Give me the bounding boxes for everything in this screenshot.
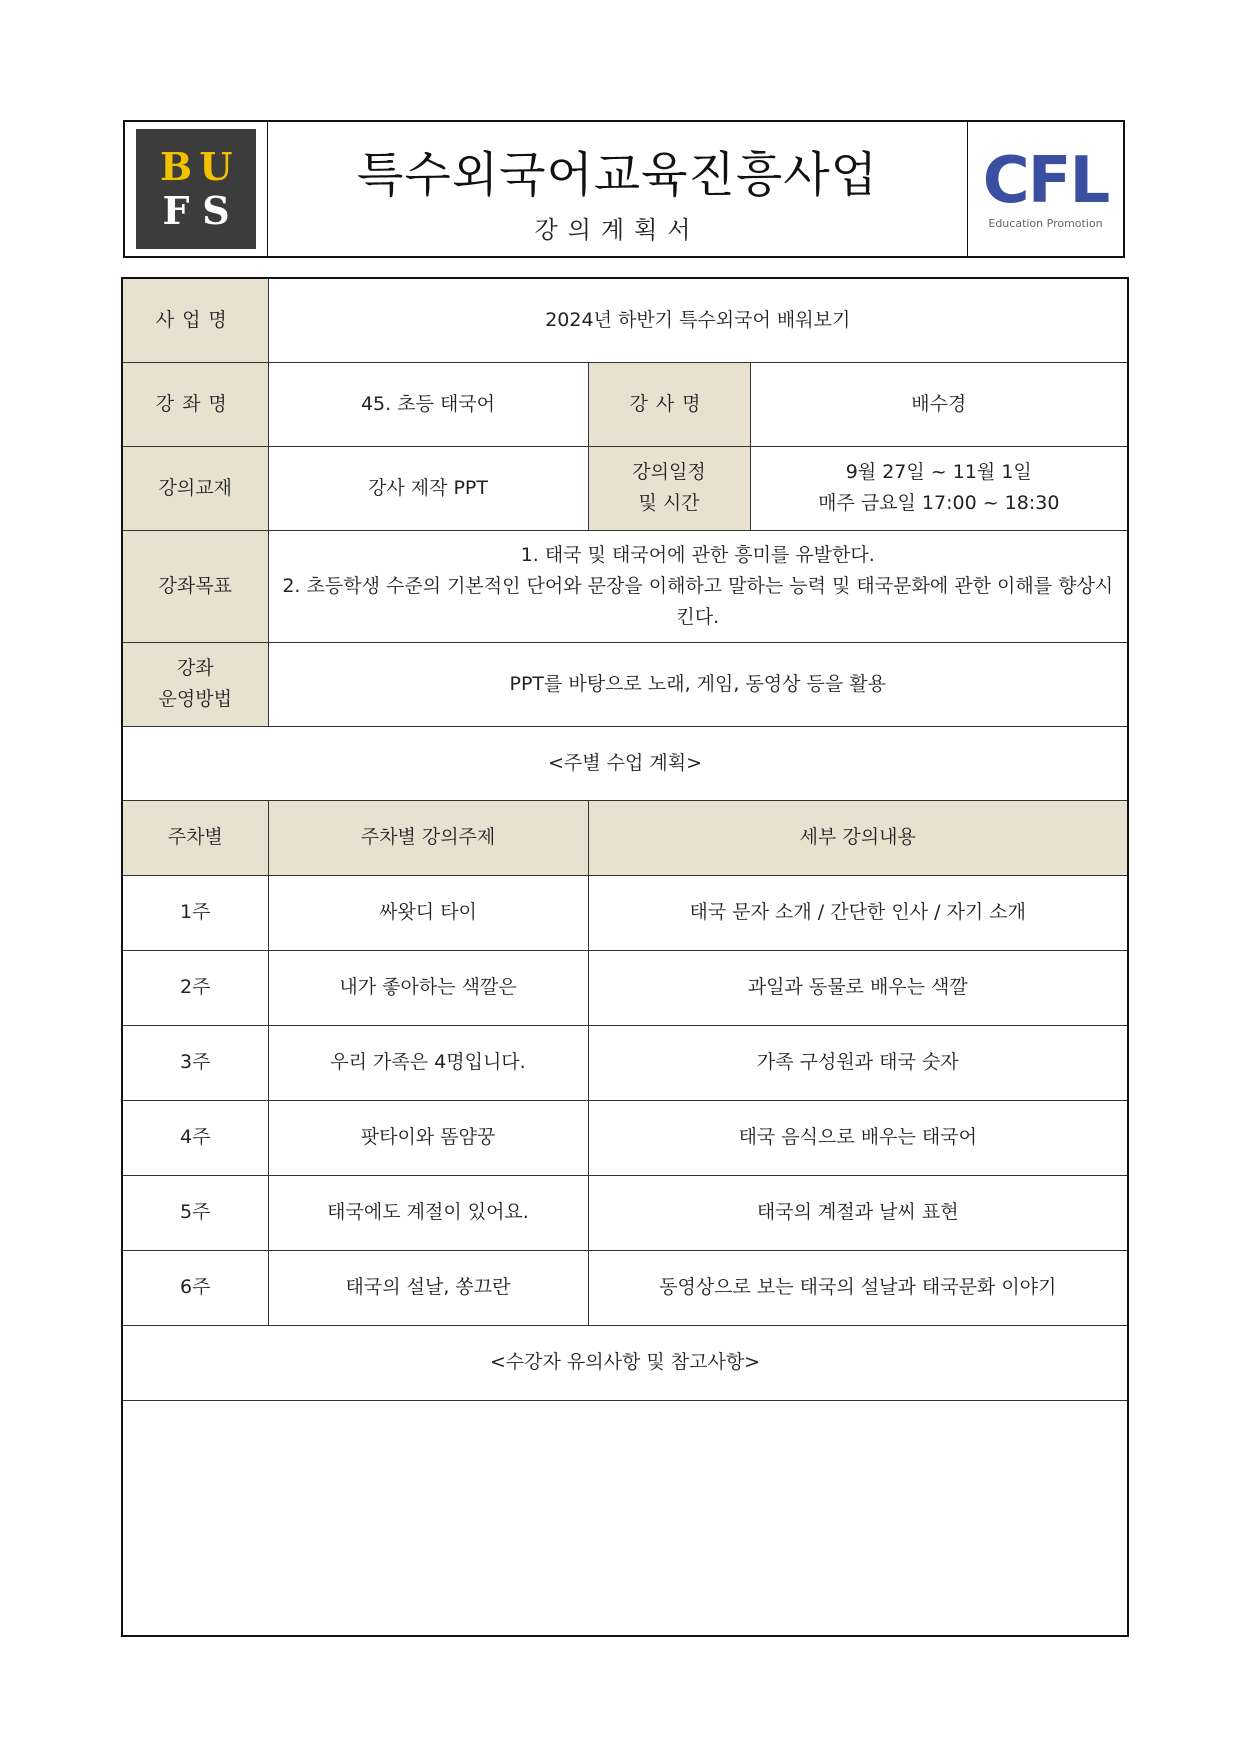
document-subtitle: 강의계획서 bbox=[534, 216, 701, 244]
logo-letter: F bbox=[162, 188, 190, 233]
logo-letter: S bbox=[202, 188, 230, 233]
course-label: 강좌명 bbox=[122, 362, 268, 446]
week-cell: 2주 bbox=[122, 950, 268, 1025]
column-header: 세부 강의내용 bbox=[588, 800, 1128, 875]
week-cell: 6주 bbox=[122, 1250, 268, 1325]
project-label: 사업명 bbox=[122, 278, 268, 362]
goal-item: 1. 태국 및 태국어에 관한 흥미를 유발한다. bbox=[520, 543, 875, 566]
logo-letter: U bbox=[199, 144, 233, 189]
detail-cell: 태국의 계절과 날씨 표현 bbox=[588, 1175, 1128, 1250]
bufs-logo-cell bbox=[125, 122, 268, 256]
cfl-logo-cell bbox=[968, 122, 1123, 256]
table-row bbox=[122, 875, 1128, 950]
detail-cell: 태국 문자 소개 / 간단한 인사 / 자기 소개 bbox=[588, 875, 1128, 950]
instructor-value: 배수경 bbox=[750, 362, 1128, 446]
table-row bbox=[122, 530, 1128, 642]
document-title: 특수외국어교육진흥사업 bbox=[356, 147, 879, 203]
method-value: PPT를 바탕으로 노래, 게임, 동영상 등을 활용 bbox=[268, 642, 1128, 726]
goals-value bbox=[268, 530, 1128, 642]
table-row bbox=[122, 1025, 1128, 1100]
table-row bbox=[122, 446, 1128, 530]
material-value: 강사 제작 PPT bbox=[268, 446, 588, 530]
cfl-logo-tagline: Education Promotion bbox=[988, 216, 1103, 230]
week-cell: 1주 bbox=[122, 875, 268, 950]
notes-content bbox=[122, 1400, 1128, 1636]
week-cell: 4주 bbox=[122, 1100, 268, 1175]
method-label bbox=[122, 642, 268, 726]
topic-cell: 우리 가족은 4명입니다. bbox=[268, 1025, 588, 1100]
column-header: 주차별 bbox=[122, 800, 268, 875]
topic-cell: 태국에도 계절이 있어요. bbox=[268, 1175, 588, 1250]
table-header-row bbox=[122, 800, 1128, 875]
topic-cell: 팟타이와 똠얌꿍 bbox=[268, 1100, 588, 1175]
project-value: 2024년 하반기 특수외국어 배워보기 bbox=[268, 278, 1128, 362]
topic-cell: 태국의 설날, 쏭끄란 bbox=[268, 1250, 588, 1325]
week-cell: 3주 bbox=[122, 1025, 268, 1100]
schedule-dates: 9월 27일 ~ 11월 1일 bbox=[845, 461, 1032, 483]
schedule-label-line: 강의일정 bbox=[632, 461, 706, 483]
weekly-plan-heading: <주별 수업 계획> bbox=[122, 726, 1128, 800]
table-row bbox=[122, 1175, 1128, 1250]
detail-cell: 태국 음식으로 배우는 태국어 bbox=[588, 1100, 1128, 1175]
table-row bbox=[122, 642, 1128, 726]
material-label: 강의교재 bbox=[122, 446, 268, 530]
course-value: 45. 초등 태국어 bbox=[268, 362, 588, 446]
column-header: 주차별 강의주제 bbox=[268, 800, 588, 875]
schedule-label bbox=[588, 446, 750, 530]
notes-heading: <수강자 유의사항 및 참고사항> bbox=[122, 1325, 1128, 1400]
detail-cell: 동영상으로 보는 태국의 설날과 태국문화 이야기 bbox=[588, 1250, 1128, 1325]
table-row bbox=[122, 1325, 1128, 1400]
lecture-plan-table bbox=[121, 277, 1129, 1637]
goals-label: 강좌목표 bbox=[122, 530, 268, 642]
method-label-line: 강좌 bbox=[176, 657, 214, 679]
bufs-logo bbox=[136, 129, 256, 249]
table-row bbox=[122, 362, 1128, 446]
schedule-value bbox=[750, 446, 1128, 530]
cfl-logo bbox=[978, 130, 1114, 248]
topic-cell: 내가 좋아하는 색깔은 bbox=[268, 950, 588, 1025]
detail-cell: 가족 구성원과 태국 숫자 bbox=[588, 1025, 1128, 1100]
table-row bbox=[122, 1100, 1128, 1175]
method-label-line: 운영방법 bbox=[158, 688, 232, 710]
instructor-label: 강사명 bbox=[588, 362, 750, 446]
table-row bbox=[122, 950, 1128, 1025]
table-row bbox=[122, 1250, 1128, 1325]
detail-cell: 과일과 동물로 배우는 색깔 bbox=[588, 950, 1128, 1025]
title-cell bbox=[268, 122, 968, 256]
goal-item: 2. 초등학생 수준의 기본적인 단어와 문장을 이해하고 말하는 능력 및 태국문화에 관한 이해를 향상시킨다. bbox=[282, 574, 1114, 628]
table-row bbox=[122, 278, 1128, 362]
document-header bbox=[123, 120, 1125, 258]
week-cell: 5주 bbox=[122, 1175, 268, 1250]
table-row bbox=[122, 726, 1128, 800]
topic-cell: 싸왓디 타이 bbox=[268, 875, 588, 950]
logo-letter: B bbox=[159, 144, 193, 189]
schedule-label-line: 및 시간 bbox=[638, 492, 700, 514]
table-row bbox=[122, 1400, 1128, 1636]
cfl-logo-mark: CFL bbox=[982, 143, 1109, 218]
schedule-time: 매주 금요일 17:00 ~ 18:30 bbox=[818, 492, 1060, 514]
